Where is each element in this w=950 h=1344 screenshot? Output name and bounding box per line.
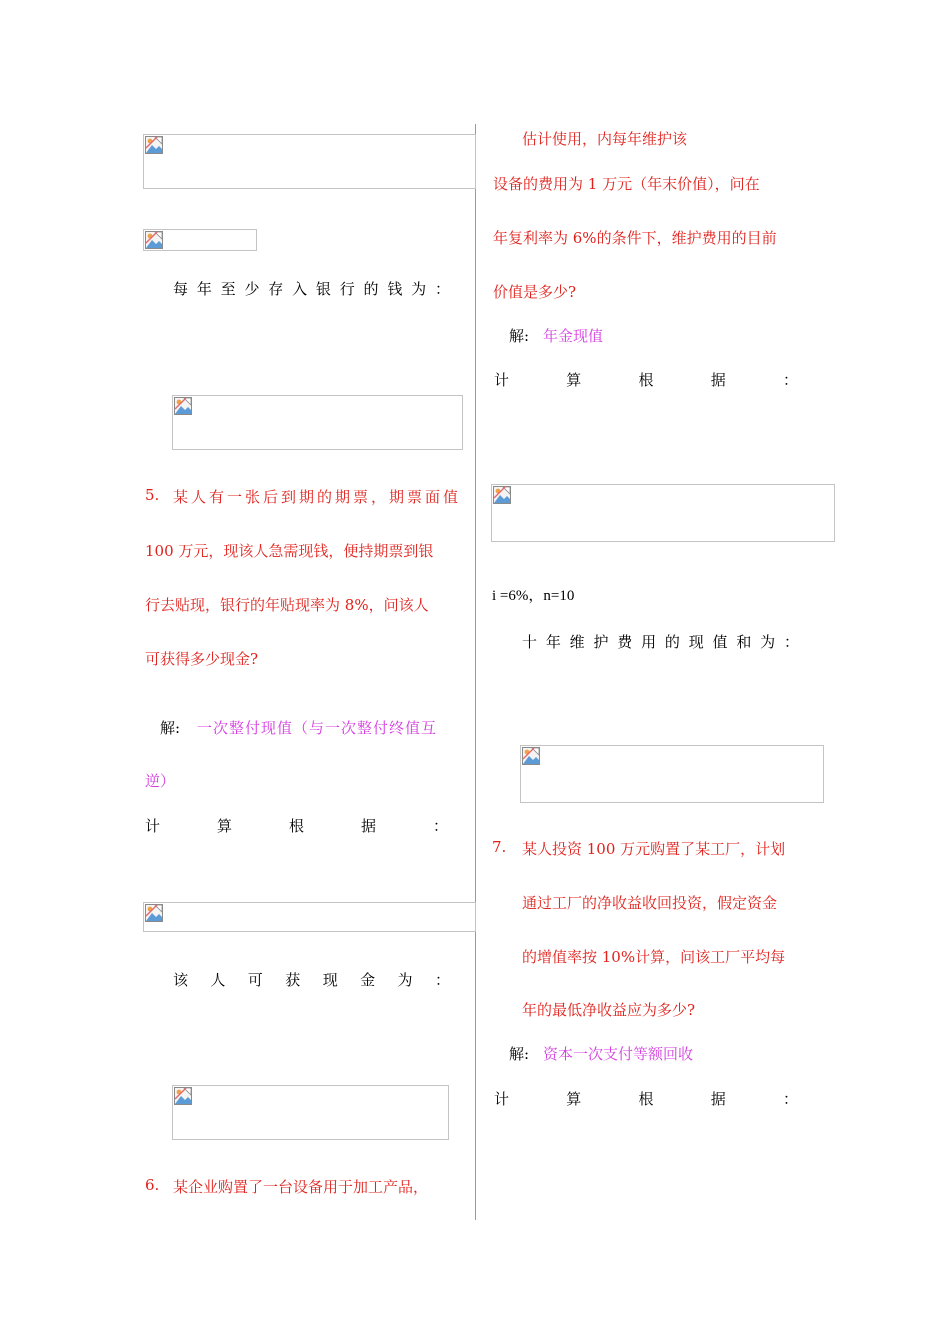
broken-image-icon bbox=[174, 1087, 192, 1105]
spaced-char: 金 bbox=[360, 971, 376, 989]
spaced-char: 行 bbox=[339, 280, 355, 298]
annual-deposit-line bbox=[173, 278, 450, 299]
image-placeholder bbox=[491, 484, 835, 542]
spaced-char: ： bbox=[782, 371, 798, 389]
spaced-char: 算 bbox=[566, 371, 582, 389]
image-placeholder bbox=[520, 745, 824, 803]
image-placeholder bbox=[143, 229, 257, 251]
spaced-char: 为 bbox=[760, 633, 776, 651]
question-7-line: 通过工厂的净收益收回投资，假定资金 bbox=[522, 894, 778, 912]
question-5-line: 某人有一张后到期的期票，期票面值 bbox=[173, 488, 458, 506]
spaced-char: 用 bbox=[641, 633, 657, 651]
spaced-char: ： bbox=[782, 1090, 798, 1108]
spaced-char: 值 bbox=[712, 633, 728, 651]
spaced-char: 维 bbox=[569, 633, 585, 651]
question-6-line: 设备的费用为 1 万元（年末价值），问在 bbox=[493, 175, 760, 193]
spaced-char: 算 bbox=[566, 1090, 582, 1108]
question-6-line: 估计使用，内每年维护该 bbox=[522, 130, 688, 148]
parameters-text: i =6%，n=10 bbox=[492, 588, 575, 604]
spaced-char: 的 bbox=[664, 633, 680, 651]
spaced-char: 十 bbox=[522, 633, 538, 651]
spaced-char: 为 bbox=[397, 971, 413, 989]
question-5-line: 行去贴现，银行的年贴现率为 8%，问该人 bbox=[145, 596, 429, 614]
spaced-char: 少 bbox=[244, 280, 260, 298]
question-6-line: 某企业购置了一台设备用于加工产品， bbox=[173, 1178, 429, 1196]
question-7-number: 7. bbox=[492, 838, 507, 856]
spaced-char: 根 bbox=[288, 817, 304, 835]
broken-image-icon bbox=[145, 231, 163, 249]
broken-image-icon bbox=[174, 397, 192, 415]
solution-method: 资本一次支付等额回收 bbox=[543, 1045, 694, 1063]
spaced-char: 计 bbox=[494, 371, 510, 389]
question-6-line: 价值是多少? bbox=[493, 283, 577, 301]
calc-basis-line bbox=[494, 369, 798, 390]
solution-label: 解: bbox=[509, 1045, 530, 1063]
spaced-char: 钱 bbox=[387, 280, 403, 298]
spaced-char: 据 bbox=[710, 1090, 726, 1108]
question-7-line: 年的最低净收益应为多少? bbox=[522, 1001, 696, 1019]
image-placeholder bbox=[143, 134, 476, 189]
spaced-char: 根 bbox=[638, 371, 654, 389]
spaced-char: 算 bbox=[216, 817, 232, 835]
image-placeholder bbox=[172, 395, 463, 450]
spaced-char: ： bbox=[434, 971, 450, 989]
solution-label: 解: bbox=[160, 719, 181, 737]
spaced-char: 根 bbox=[638, 1090, 654, 1108]
question-6-line: 年复利率为 6%的条件下，维护费用的目前 bbox=[493, 229, 777, 247]
spaced-char: 现 bbox=[688, 633, 704, 651]
spaced-char: 年 bbox=[545, 633, 561, 651]
question-7-line: 的增值率按 10%计算，问该工厂平均每 bbox=[522, 948, 786, 966]
spaced-char: 人 bbox=[210, 971, 226, 989]
spaced-char: ： bbox=[783, 633, 799, 651]
spaced-char: 银 bbox=[315, 280, 331, 298]
spaced-char: 存 bbox=[268, 280, 284, 298]
question-6-number: 6. bbox=[145, 1176, 160, 1194]
column-divider bbox=[475, 124, 476, 1220]
calc-basis-line bbox=[145, 815, 448, 836]
broken-image-icon bbox=[522, 747, 540, 765]
broken-image-icon bbox=[145, 904, 163, 922]
solution-method: 年金现值 bbox=[543, 327, 604, 345]
spaced-char: 计 bbox=[494, 1090, 510, 1108]
pv-sum-line bbox=[522, 631, 799, 652]
spaced-char: ： bbox=[434, 280, 450, 298]
question-5-number: 5. bbox=[145, 486, 160, 504]
broken-image-icon bbox=[145, 136, 163, 154]
spaced-char: 的 bbox=[363, 280, 379, 298]
spaced-char: 现 bbox=[322, 971, 338, 989]
spaced-char: 据 bbox=[710, 371, 726, 389]
spaced-char: 获 bbox=[285, 971, 301, 989]
spaced-char: 可 bbox=[247, 971, 263, 989]
spaced-char: 为 bbox=[411, 280, 427, 298]
spaced-char: 护 bbox=[593, 633, 609, 651]
spaced-char: ： bbox=[432, 817, 448, 835]
question-7-line: 某人投资 100 万元购置了某工厂，计划 bbox=[522, 840, 786, 858]
image-placeholder bbox=[172, 1085, 449, 1140]
calc-basis-line bbox=[494, 1088, 798, 1109]
spaced-char: 据 bbox=[360, 817, 376, 835]
question-5-line: 100 万元，现该人急需现钱，便持期票到银 bbox=[145, 542, 434, 560]
cash-obtained-line bbox=[173, 969, 450, 990]
question-5-line: 可获得多少现金? bbox=[145, 650, 259, 668]
spaced-char: 计 bbox=[145, 817, 161, 835]
spaced-char: 该 bbox=[173, 971, 189, 989]
solution-label: 解: bbox=[509, 327, 530, 345]
image-placeholder bbox=[143, 902, 476, 932]
broken-image-icon bbox=[493, 486, 511, 504]
spaced-char: 至 bbox=[220, 280, 236, 298]
spaced-char: 入 bbox=[292, 280, 308, 298]
solution-method: 逆） bbox=[145, 772, 176, 790]
solution-method: 一次整付现值（与一次整付终值互 bbox=[197, 719, 438, 737]
spaced-char: 每 bbox=[173, 280, 189, 298]
spaced-char: 费 bbox=[617, 633, 633, 651]
spaced-char: 和 bbox=[736, 633, 752, 651]
spaced-char: 年 bbox=[196, 280, 212, 298]
